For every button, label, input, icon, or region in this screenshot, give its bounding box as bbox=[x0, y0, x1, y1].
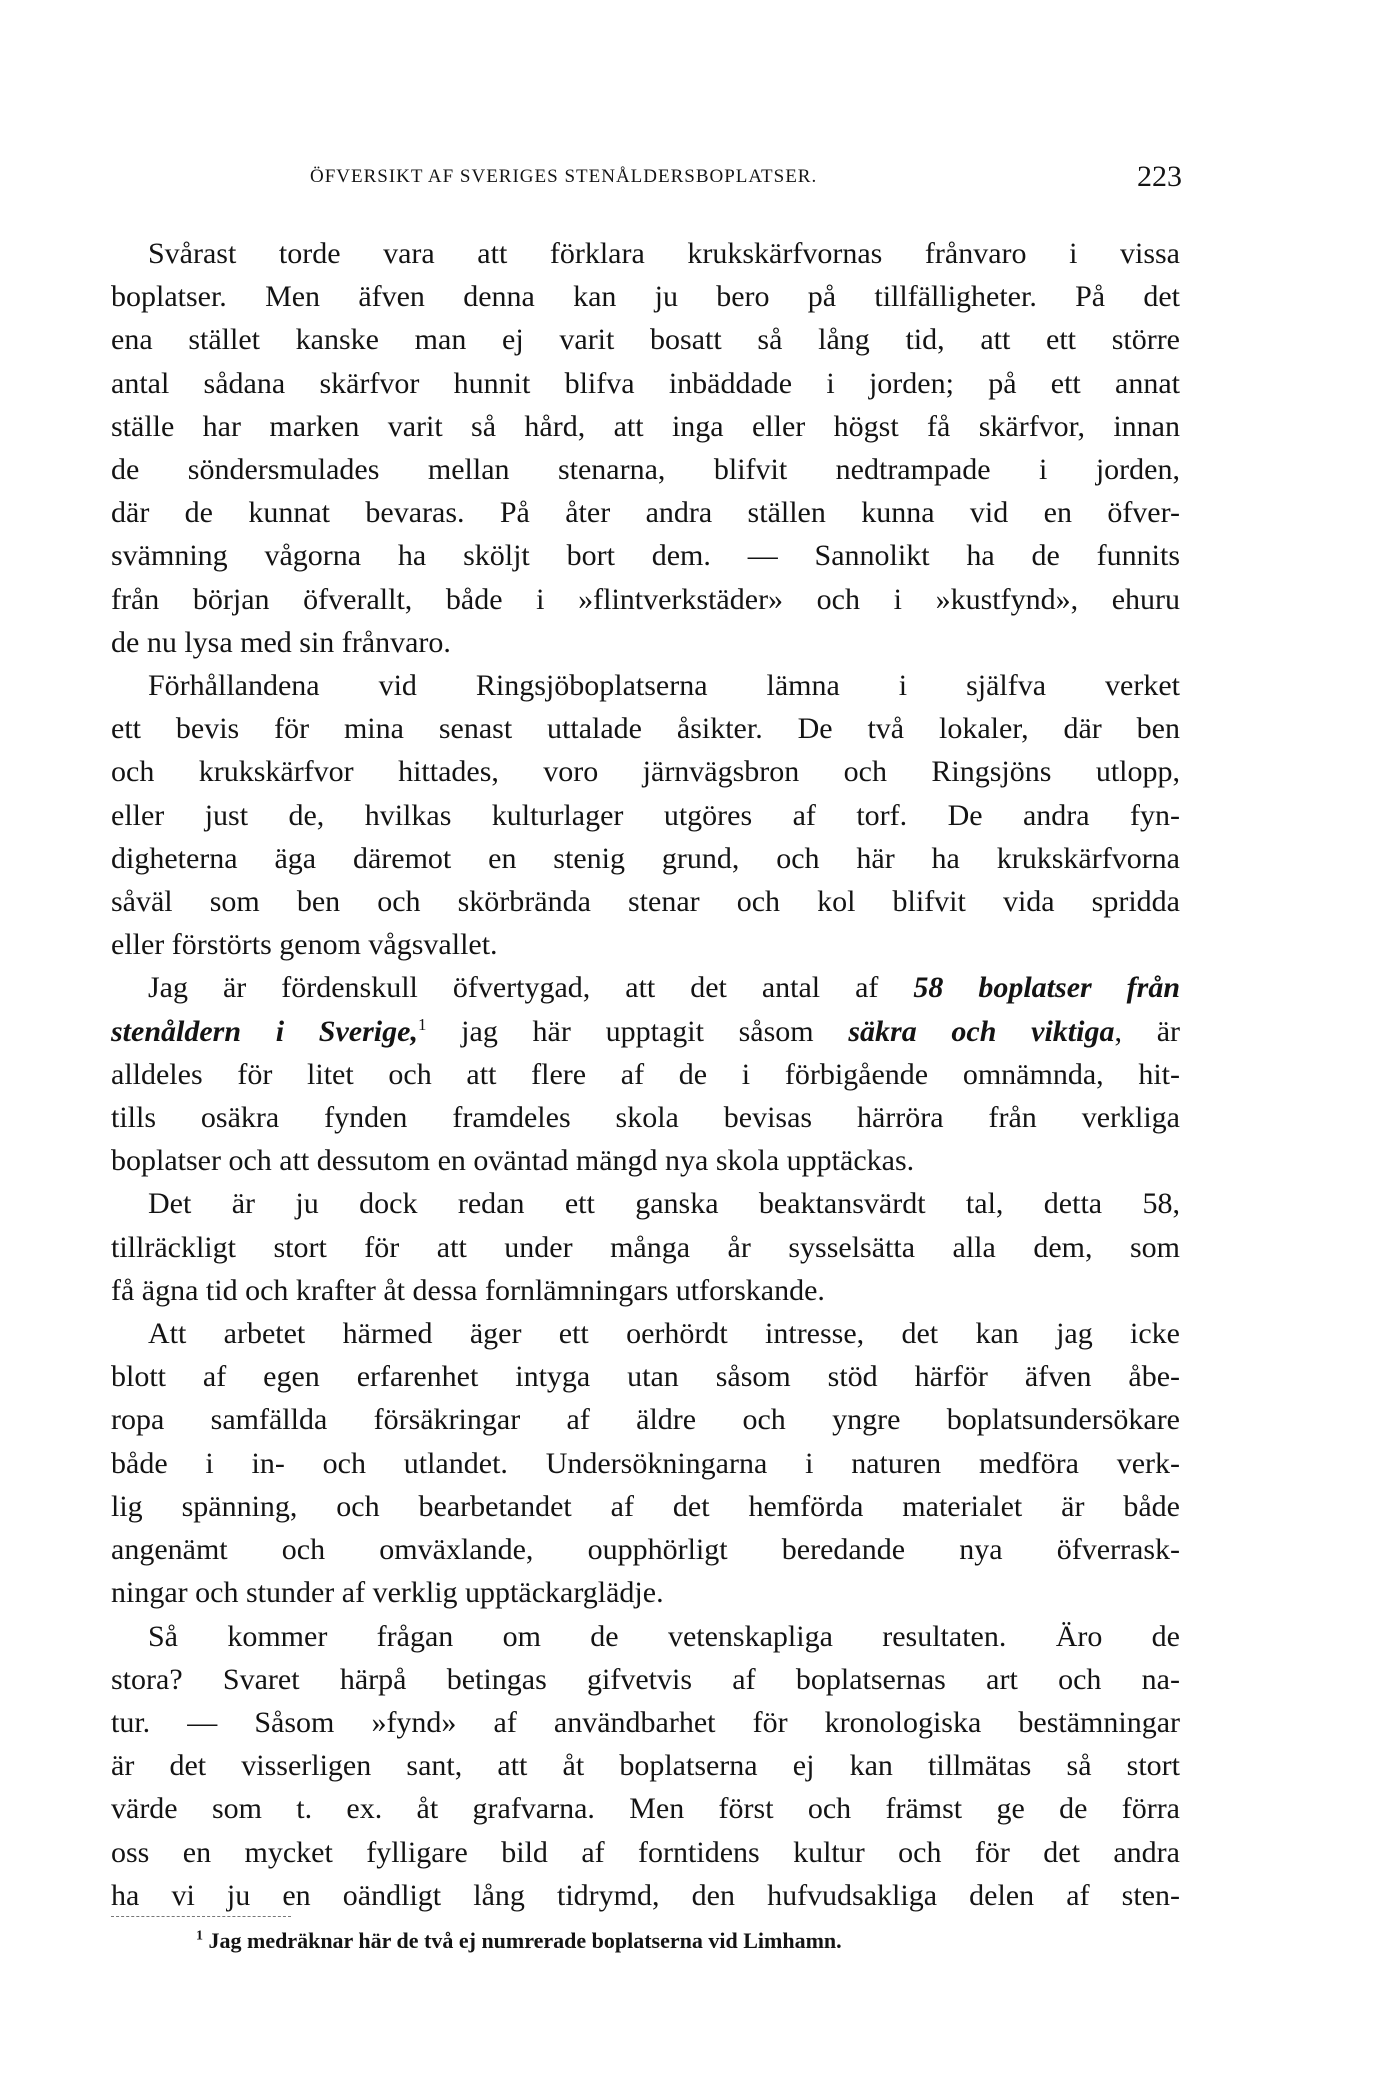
paragraph bbox=[111, 1312, 1180, 1614]
text-line bbox=[111, 1874, 1180, 1917]
text-segment: de söndersmulades mellan stenarna, blifvit nedtrampade i jorden, bbox=[111, 453, 1180, 487]
text-segment: eller förstörts genom vågsvallet. bbox=[111, 928, 498, 962]
text-segment: jag här upptagit såsom bbox=[426, 1014, 849, 1048]
footnote bbox=[196, 1928, 842, 1954]
text-segment: lig spänning, och bearbetandet af det hemförda materialet är både bbox=[111, 1489, 1180, 1523]
text-segment: ha vi ju en oändligt lång tidrymd, den hufvudsakliga delen af sten- bbox=[111, 1878, 1180, 1912]
text-line bbox=[111, 1226, 1180, 1269]
text-line bbox=[111, 578, 1180, 621]
footnote-reference: 1 bbox=[417, 1014, 427, 1034]
text-line bbox=[111, 794, 1180, 837]
text-line bbox=[111, 837, 1180, 880]
text-segment: blott af egen erfarenhet intyga utan såsom stöd härför äfven åbe- bbox=[111, 1360, 1180, 1394]
text-segment: Jag är fördenskull öfvertygad, att det antal af bbox=[148, 971, 914, 1005]
text-segment: angenämt och omväxlande, oupphörligt beredande nya öfverrask- bbox=[111, 1533, 1180, 1567]
text-segment: Förhållandena vid Ringsjöboplatserna lämna i själfva verket bbox=[148, 669, 1180, 703]
text-segment: ropa samfällda försäkringar af äldre och yngre boplatsundersökare bbox=[111, 1403, 1180, 1437]
text-line bbox=[111, 1571, 1180, 1614]
text-line bbox=[111, 1269, 1180, 1312]
text-line bbox=[111, 1312, 1180, 1355]
text-line bbox=[111, 362, 1180, 405]
text-segment: boplatser. Men äfven denna kan ju bero på tillfälligheter. På det bbox=[111, 280, 1180, 314]
text-line bbox=[111, 1182, 1180, 1225]
text-line bbox=[111, 448, 1180, 491]
text-segment: tur. — Såsom »fynd» af användbarhet för kronologiska bestämningar bbox=[111, 1705, 1180, 1739]
text-segment: värde som t. ex. åt grafvarna. Men först och främst ge de förra bbox=[111, 1792, 1180, 1826]
text-line bbox=[111, 1831, 1180, 1874]
text-segment: ena stället kanske man ej varit bosatt så lång tid, att ett större bbox=[111, 323, 1180, 357]
body-text bbox=[111, 232, 1180, 1917]
text-line bbox=[111, 1355, 1180, 1398]
text-line bbox=[111, 1442, 1180, 1485]
text-segment: från början öfverallt, både i »flintverkstäder» och i »kustfynd», ehuru bbox=[111, 582, 1180, 616]
footnote-text: Jag medräknar här de två ej numrerade boplatserna vid Limhamn. bbox=[208, 1928, 842, 1953]
text-line bbox=[111, 275, 1180, 318]
text-segment: tillräckligt stort för att under många år sysselsätta alla dem, som bbox=[111, 1230, 1180, 1264]
text-line bbox=[111, 1010, 1180, 1053]
text-line bbox=[111, 664, 1180, 707]
text-line bbox=[111, 1139, 1180, 1182]
text-segment: är det visserligen sant, att åt boplatserna ej kan tillmätas så stort bbox=[111, 1749, 1180, 1783]
italic-text: stenåldern i Sverige, bbox=[111, 1014, 418, 1048]
italic-text: 58 boplatser från bbox=[913, 971, 1180, 1005]
running-header: ÖFVERSIKT AF SVERIGES STENÅLDERSBOPLATSER. bbox=[310, 166, 818, 187]
paragraph bbox=[111, 232, 1180, 664]
text-segment: , är bbox=[1114, 1014, 1181, 1048]
text-segment: Det är ju dock redan ett ganska beaktansvärdt tal, detta 58, bbox=[148, 1187, 1180, 1221]
page-number: 223 bbox=[1137, 160, 1182, 193]
text-segment: stora? Svaret härpå betingas gifvetvis af boplatsernas art och na- bbox=[111, 1662, 1180, 1696]
text-line bbox=[111, 880, 1180, 923]
text-segment: digheterna äga däremot en stenig grund, och här ha krukskärfvorna bbox=[111, 841, 1180, 875]
text-segment: de nu lysa med sin frånvaro. bbox=[111, 625, 451, 659]
text-segment: ett bevis för mina senast uttalade åsikter. De två lokaler, där ben bbox=[111, 712, 1180, 746]
text-segment: alldeles för litet och att flere af de i förbigående omnämnda, hit- bbox=[111, 1057, 1180, 1091]
text-line bbox=[111, 232, 1180, 275]
text-line bbox=[111, 318, 1180, 361]
text-line bbox=[111, 534, 1180, 577]
paragraph bbox=[111, 1182, 1180, 1312]
text-segment: få ägna tid och krafter åt dessa fornlämningars utforskande. bbox=[111, 1273, 825, 1307]
text-segment: svämning vågorna ha sköljt bort dem. — Sannolikt ha de funnits bbox=[111, 539, 1180, 573]
text-segment: eller just de, hvilkas kulturlager utgöres af torf. De andra fyn- bbox=[111, 798, 1180, 832]
text-segment: Svårast torde vara att förklara krukskärfvornas frånvaro i vissa bbox=[148, 237, 1180, 270]
paragraph bbox=[111, 1615, 1180, 1917]
italic-text: säkra och viktiga bbox=[848, 1014, 1115, 1048]
text-segment: boplatser och att dessutom en oväntad mängd nya skola upptäckas. bbox=[111, 1144, 915, 1178]
text-line bbox=[111, 1528, 1180, 1571]
text-line bbox=[111, 1744, 1180, 1787]
text-segment: både i in- och utlandet. Undersökningarna i naturen medföra verk- bbox=[111, 1446, 1180, 1480]
text-line bbox=[111, 491, 1180, 534]
footnote-divider bbox=[111, 1916, 291, 1917]
text-segment: ställe har marken varit så hård, att inga eller högst få skärfvor, innan bbox=[111, 409, 1180, 443]
paragraph bbox=[111, 966, 1180, 1182]
text-line bbox=[111, 621, 1180, 664]
text-segment: tills osäkra fynden framdeles skola bevisas härröra från verkliga bbox=[111, 1101, 1180, 1135]
text-segment: Att arbetet härmed äger ett oerhördt intresse, det kan jag icke bbox=[148, 1317, 1180, 1351]
text-line bbox=[111, 707, 1180, 750]
text-line bbox=[111, 1701, 1180, 1744]
paragraph bbox=[111, 664, 1180, 966]
text-segment: ningar och stunder af verklig upptäckarglädje. bbox=[111, 1576, 664, 1610]
text-line bbox=[111, 1658, 1180, 1701]
text-line bbox=[111, 1096, 1180, 1139]
text-line bbox=[111, 1398, 1180, 1441]
text-line bbox=[111, 923, 1180, 966]
text-segment: såväl som ben och skörbrända stenar och kol blifvit vida spridda bbox=[111, 885, 1180, 919]
text-segment: oss en mycket fylligare bild af forntidens kultur och för det andra bbox=[111, 1835, 1180, 1869]
text-segment: där de kunnat bevaras. På åter andra ställen kunna vid en öfver- bbox=[111, 496, 1180, 530]
text-segment: antal sådana skärfvor hunnit blifva inbäddade i jorden; på ett annat bbox=[111, 366, 1180, 400]
text-segment: och krukskärfvor hittades, voro järnvägsbron och Ringsjöns utlopp, bbox=[111, 755, 1180, 789]
text-line bbox=[111, 1485, 1180, 1528]
text-segment: Så kommer frågan om de vetenskapliga resultaten. Äro de bbox=[148, 1619, 1180, 1653]
text-line bbox=[111, 405, 1180, 448]
text-line bbox=[111, 750, 1180, 793]
text-line bbox=[111, 1787, 1180, 1830]
text-line bbox=[111, 1615, 1180, 1658]
text-line bbox=[111, 1053, 1180, 1096]
text-line bbox=[111, 966, 1180, 1009]
footnote-marker: 1 bbox=[196, 1928, 203, 1944]
